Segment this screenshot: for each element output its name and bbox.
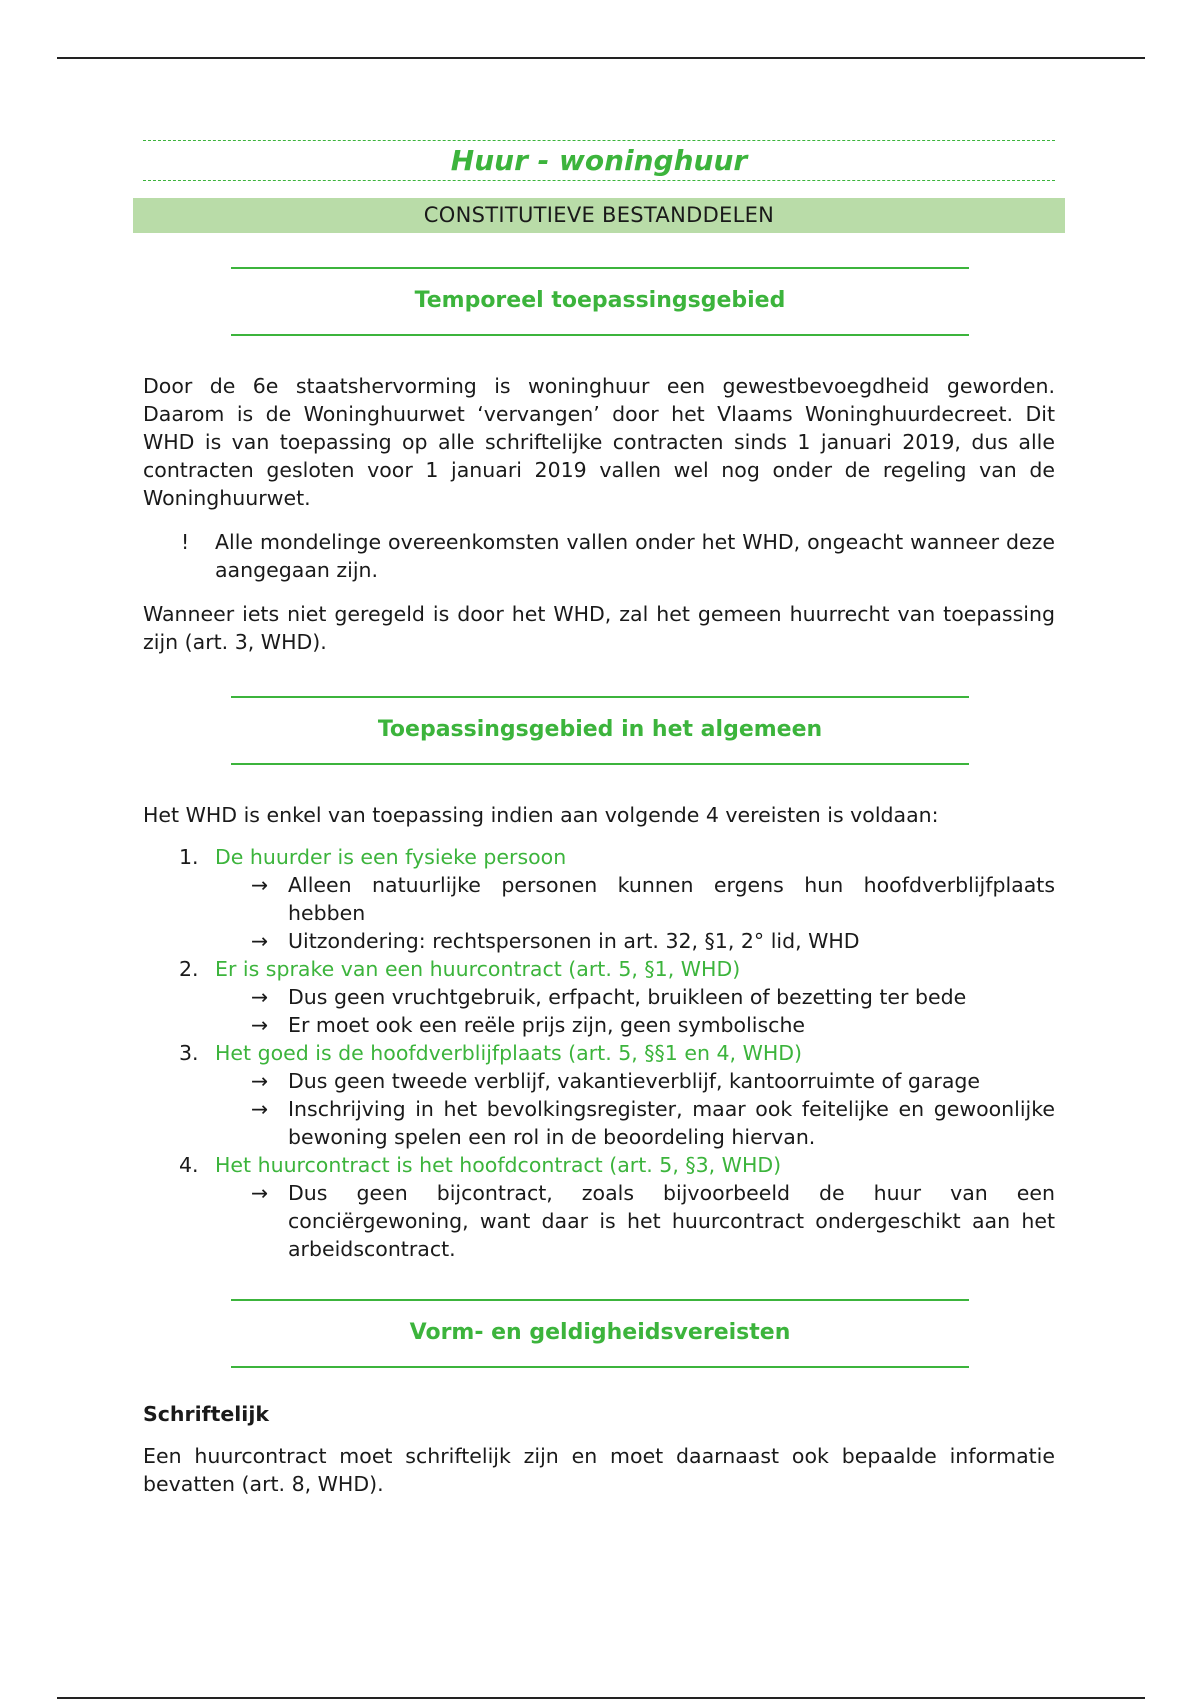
subheading-schriftelijk: Schriftelijk: [143, 1402, 269, 1426]
page-bottom-rule: [57, 1697, 1145, 1699]
arrow-right-icon: →: [251, 1069, 269, 1093]
section-heading-temporeel: Temporeel toepassingsgebied: [231, 267, 969, 336]
document-title: Huur - woninghuur: [450, 144, 748, 177]
arrow-right-icon: →: [251, 929, 269, 953]
requirement-label: Er is sprake van een huurcontract (art. 5, §1, WHD): [215, 957, 741, 981]
document-body: [143, 140, 1055, 1498]
title-block: [143, 140, 1055, 181]
requirement-label: Het goed is de hoofdverblijfplaats (art. 5, §§1 en 4, WHD): [215, 1041, 803, 1065]
sub-point: Dus geen tweede verblijf, vakantieverblijf, kantoorruimte of garage: [288, 1069, 981, 1093]
note-mondeling: [143, 528, 1055, 584]
paragraph-staatshervorming: Door de 6e staatshervorming is woninghuur een gewestbevoegdheid geworden. Daarom is de Woninghuurwet ‘vervangen’ door het Vlaams Woninghuurdecreet. Dit WHD is van toepassing op alle schriftelijke contracten sinds 1 januari 2019, dus alle contracten gesloten voor 1 januari 2019 vallen wel nog onder de regeling van de Woninghuurwet.: [143, 374, 1055, 510]
list-number: 1.: [179, 845, 199, 869]
requirement-label: De huurder is een fysieke persoon: [215, 845, 567, 869]
paragraph-gemeen-huurrecht: Wanneer iets niet geregeld is door het WHD, zal het gemeen huurrecht van toepassing zijn (art. 3, WHD).: [143, 602, 1055, 654]
paragraph-schriftelijk: Een huurcontract moet schriftelijk zijn en moet daarnaast ook bepaalde informatie bevatten (art. 8, WHD).: [143, 1444, 1055, 1496]
sub-point: Uitzondering: rechtspersonen in art. 32, §1, 2° lid, WHD: [288, 929, 860, 953]
page-top-rule: [57, 57, 1145, 59]
sub-point: Dus geen vruchtgebruik, erfpacht, bruikleen of bezetting ter bede: [288, 985, 967, 1009]
list-item: [143, 1151, 1055, 1263]
chapter-banner: CONSTITUTIEVE BESTANDDELEN: [133, 198, 1065, 233]
sub-point: Er moet ook een reële prijs zijn, geen symbolische: [288, 1013, 806, 1037]
list-item: [143, 955, 1055, 1039]
arrow-right-icon: →: [251, 1013, 269, 1037]
sub-point: Inschrijving in het bevolkingsregister, maar ook feitelijke en gewoonlijke bewoning spelen een rol in de beoordeling hiervan.: [288, 1097, 1055, 1149]
list-number: 3.: [179, 1041, 199, 1065]
list-number: 4.: [179, 1153, 199, 1177]
requirements-list: [143, 843, 1055, 1263]
sub-point: Alleen natuurlijke personen kunnen ergens hun hoofdverblijfplaats hebben: [288, 873, 1055, 925]
list-item: [143, 1039, 1055, 1151]
arrow-right-icon: →: [251, 985, 269, 1009]
section-heading-algemeen: Toepassingsgebied in het algemeen: [231, 696, 969, 765]
list-item: [143, 843, 1055, 955]
exclamation-icon: !: [181, 530, 190, 554]
paragraph-vereisten-intro: Het WHD is enkel van toepassing indien aan volgende 4 vereisten is voldaan:: [143, 803, 939, 827]
section-heading-vorm: Vorm- en geldigheidsvereisten: [231, 1299, 969, 1368]
arrow-right-icon: →: [251, 1181, 269, 1205]
note-text: Alle mondelinge overeenkomsten vallen onder het WHD, ongeacht wanneer deze aangegaan zijn.: [215, 530, 1055, 582]
sub-point: Dus geen bijcontract, zoals bijvoorbeeld de huur van een conciërgewoning, want daar is het huurcontract ondergeschikt aan het arbeidscontract.: [288, 1181, 1055, 1261]
arrow-right-icon: →: [251, 1097, 269, 1121]
requirement-label: Het huurcontract is het hoofdcontract (art. 5, §3, WHD): [215, 1153, 782, 1177]
list-number: 2.: [179, 957, 199, 981]
arrow-right-icon: →: [251, 873, 269, 897]
